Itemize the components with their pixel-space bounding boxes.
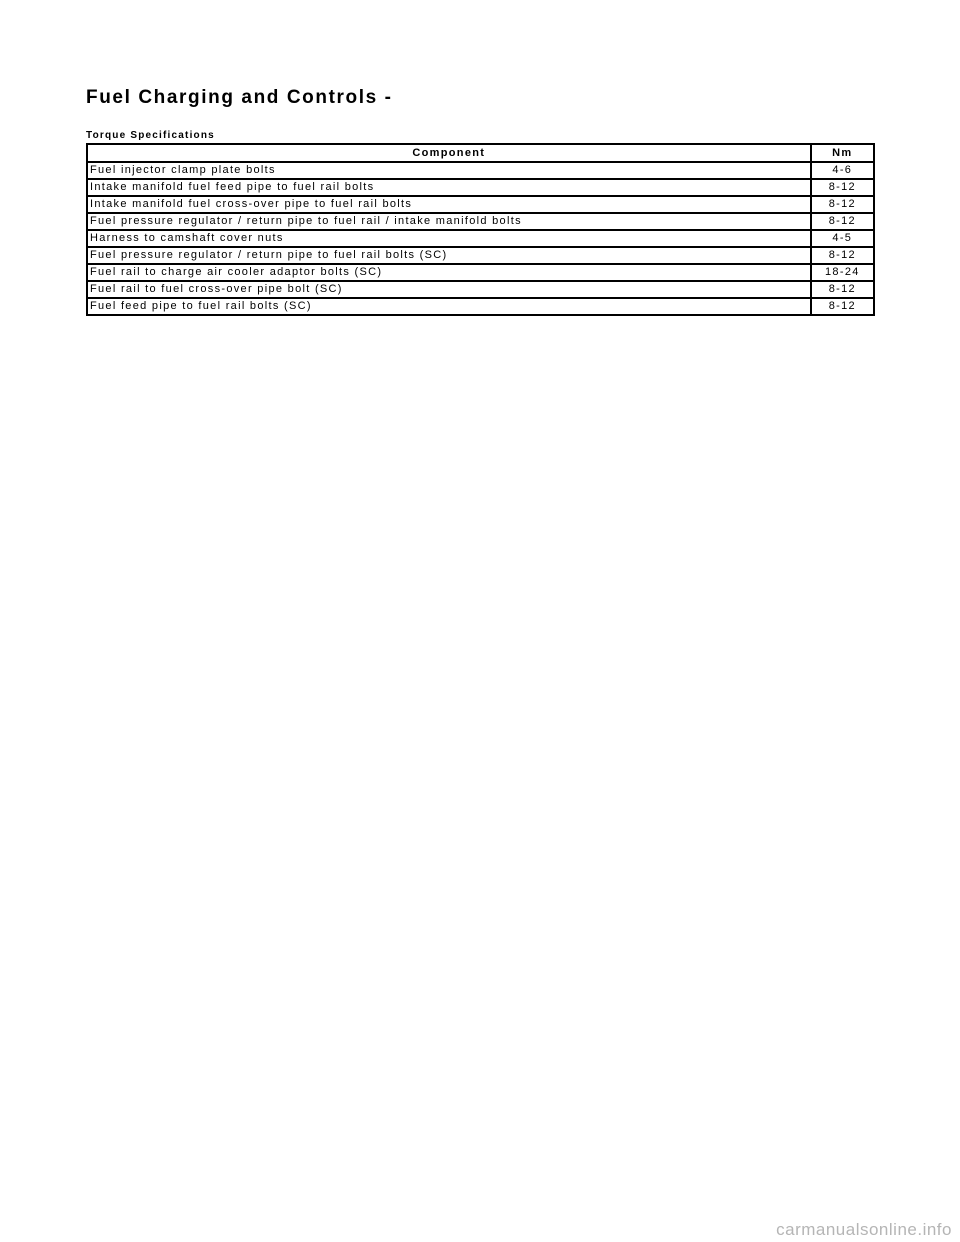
torque-value-cell: 18-24 xyxy=(811,264,874,281)
component-cell: Fuel pressure regulator / return pipe to fuel rail / intake manifold bolts xyxy=(87,213,811,230)
torque-spec-table xyxy=(86,143,875,316)
component-column-header: Component xyxy=(87,144,811,162)
component-cell: Fuel rail to fuel cross-over pipe bolt (SC) xyxy=(87,281,811,298)
page-title: Fuel Charging and Controls - xyxy=(86,87,393,108)
table-row xyxy=(87,196,874,213)
torque-value-cell: 4-6 xyxy=(811,162,874,179)
torque-value-cell: 8-12 xyxy=(811,196,874,213)
table-row xyxy=(87,281,874,298)
watermark-text: carmanualsonline.info xyxy=(776,1220,952,1239)
torque-value-cell: 4-5 xyxy=(811,230,874,247)
torque-value-cell: 8-12 xyxy=(811,179,874,196)
component-cell: Fuel feed pipe to fuel rail bolts (SC) xyxy=(87,298,811,315)
table-row xyxy=(87,230,874,247)
component-cell: Intake manifold fuel cross-over pipe to fuel rail bolts xyxy=(87,196,811,213)
table-row xyxy=(87,298,874,315)
component-cell: Intake manifold fuel feed pipe to fuel rail bolts xyxy=(87,179,811,196)
table-row xyxy=(87,264,874,281)
table-row xyxy=(87,213,874,230)
section-title: Torque Specifications xyxy=(86,130,215,141)
component-cell: Fuel injector clamp plate bolts xyxy=(87,162,811,179)
torque-value-cell: 8-12 xyxy=(811,281,874,298)
nm-column-header: Nm xyxy=(811,144,874,162)
table-header-row xyxy=(87,144,874,162)
table-row xyxy=(87,247,874,264)
component-cell: Fuel pressure regulator / return pipe to fuel rail bolts (SC) xyxy=(87,247,811,264)
torque-value-cell: 8-12 xyxy=(811,213,874,230)
table-row xyxy=(87,162,874,179)
table-row xyxy=(87,179,874,196)
component-cell: Fuel rail to charge air cooler adaptor bolts (SC) xyxy=(87,264,811,281)
component-cell: Harness to camshaft cover nuts xyxy=(87,230,811,247)
torque-value-cell: 8-12 xyxy=(811,247,874,264)
torque-value-cell: 8-12 xyxy=(811,298,874,315)
